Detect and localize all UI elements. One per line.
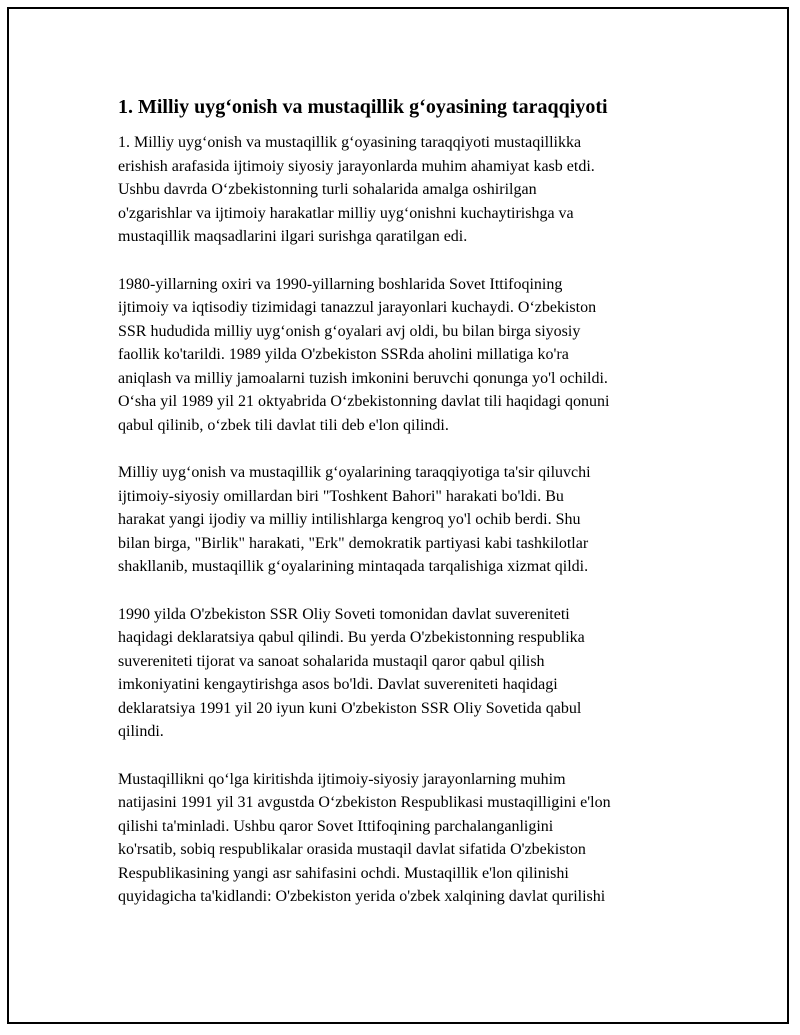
paragraph: [118, 273, 698, 438]
paragraph-line: qabul qilinib, o‘zbek tili davlat tili deb e'lon qilindi.: [118, 416, 449, 434]
paragraph-line: ko'rsatib, sobiq respublikalar orasida mustaqil davlat sifatida O'zbekiston: [118, 841, 586, 858]
paragraph-list: [118, 131, 698, 909]
paragraph-line: deklaratsiya 1991 yil 20 iyun kuni O'zbekiston SSR Oliy Sovetida qabul: [118, 699, 582, 717]
document-title: 1. Milliy uyg‘onish va mustaqillik g‘oyasining taraqqiyoti: [118, 96, 608, 118]
paragraph-line: 1. Milliy uyg‘onish va mustaqillik g‘oyasining taraqqiyoti mustaqillikka: [118, 134, 582, 151]
paragraph-line: natijasini 1991 yil 31 avgustda O‘zbekiston Respublikasi mustaqilligini e'lon: [118, 794, 611, 811]
paragraph-line: suvereniteti tijorat va sanoat sohalarida mustaqil qaror qabul qilish: [118, 652, 545, 670]
paragraph-line: Ushbu davrda O‘zbekistonning turli sohalarida amalga oshirilgan: [118, 181, 537, 198]
paragraph-line: O‘sha yil 1989 yil 21 oktyabrida O‘zbekistonning davlat tili haqidagi qonuni: [118, 393, 610, 410]
paragraph: [118, 461, 698, 579]
paragraph-line: 1980-yillarning oxiri va 1990-yillarning boshlarida Sovet Ittifoqining: [118, 275, 563, 293]
paragraph-line: o'zgarishlar va ijtimoiy harakatlar milliy uyg‘onishni kuchaytirishga va: [118, 204, 574, 222]
paragraph-line: erishish arafasida ijtimoiy siyosiy jarayonlarda muhim ahamiyat kasb etdi.: [118, 157, 595, 175]
paragraph-line: mustaqillik maqsadlarini ilgari surishga qaratilgan edi.: [118, 228, 468, 245]
paragraph-line: Mustaqillikni qo‘lga kiritishda ijtimoiy-siyosiy jarayonlarning muhim: [118, 770, 566, 788]
paragraph-line: imkoniyatini kengaytirishga asos bo'ldi. Davlat suvereniteti haqidagi: [118, 676, 558, 693]
paragraph-line: ijtimoiy-siyosiy omillardan biri "Toshkent Bahori" harakati bo'ldi. Bu: [118, 487, 564, 505]
paragraph-line: bilan birga, "Birlik" harakati, "Erk" demokratik partiyasi kabi tashkilotlar: [118, 534, 589, 552]
paragraph: [118, 131, 698, 249]
paragraph-line: Milliy uyg‘onish va mustaqillik g‘oyalarining taraqqiyotiga ta'sir qiluvchi: [118, 464, 591, 481]
paragraph-line: quyidagicha ta'kidlandi: O'zbekiston yerida o'zbek xalqining davlat qurilishi: [118, 888, 606, 905]
paragraph-line: 1990 yilda O'zbekiston SSR Oliy Soveti tomonidan davlat suvereniteti: [118, 605, 570, 623]
paragraph-line: harakat yangi ijodiy va milliy intilishlarga kengroq yo'l ochib berdi. Shu: [118, 511, 581, 528]
paragraph-line: qilindi.: [118, 723, 164, 740]
paragraph-line: Respublikasining yangi asr sahifasini ochdi. Mustaqillik e'lon qilinishi: [118, 864, 569, 882]
document-body: [118, 94, 698, 933]
paragraph-line: haqidagi deklaratsiya qabul qilindi. Bu yerda O'zbekistonning respublika: [118, 629, 585, 646]
paragraph-line: shakllanib, mustaqillik g‘oyalarining mintaqada tarqalishiga xizmat qildi.: [118, 558, 589, 575]
paragraph-line: faollik ko'tarildi. 1989 yilda O'zbekiston SSRda aholini millatiga ko'ra: [118, 346, 569, 363]
paragraph: [118, 768, 698, 909]
paragraph: [118, 603, 698, 744]
paragraph-line: aniqlash va milliy jamoalarni tuzish imkonini beruvchi qonunga yo'l ochildi.: [118, 369, 608, 387]
paragraph-line: qilishi ta'minladi. Ushbu qaror Sovet Ittifoqining parchalanganligini: [118, 817, 554, 835]
paragraph-line: SSR hududida milliy uyg‘onish g‘oyalari avj oldi, bu bilan birga siyosiy: [118, 322, 581, 340]
paragraph-line: ijtimoiy va iqtisodiy tizimidagi tanazzul jarayonlari kuchaydi. O‘zbekiston: [118, 299, 597, 316]
